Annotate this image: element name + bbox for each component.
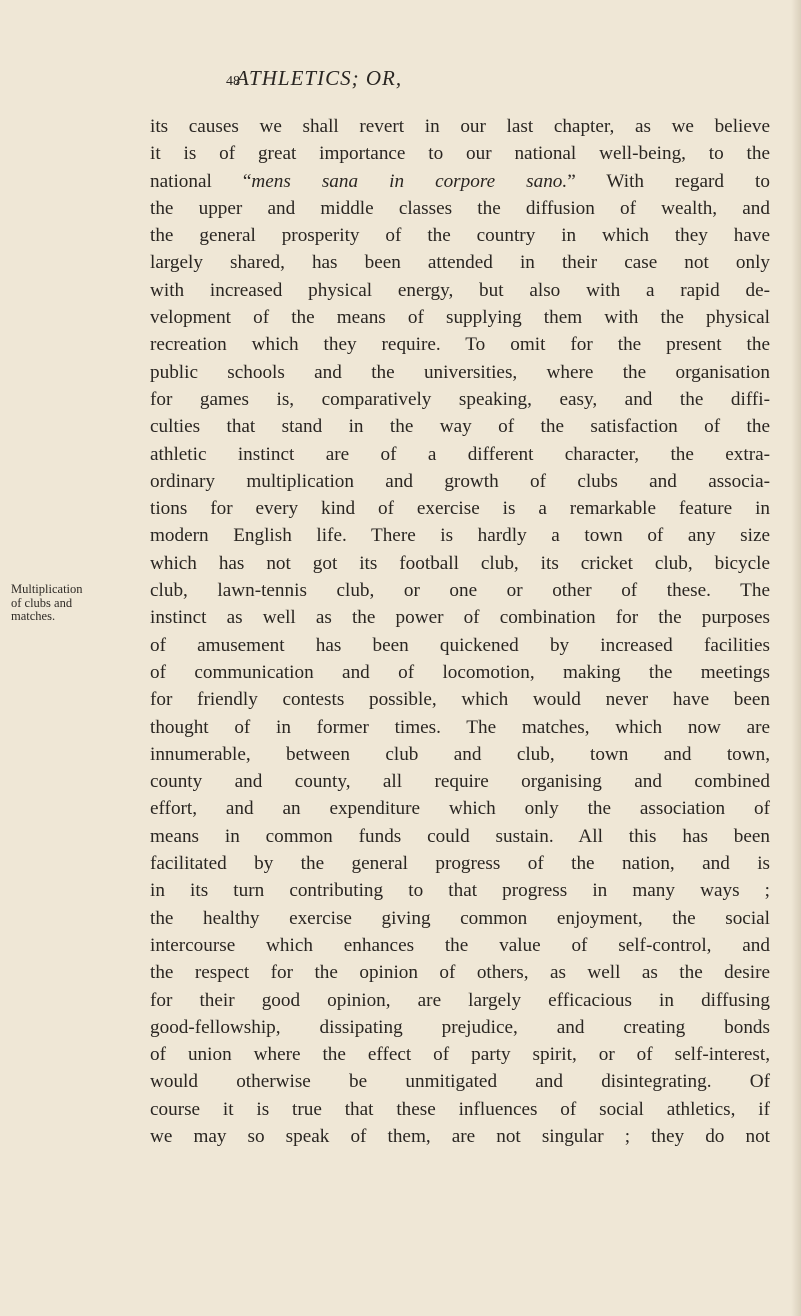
margin-note-line: of clubs and bbox=[11, 595, 73, 610]
text-line: in its turn contributing to that progress in many ways ; bbox=[150, 880, 770, 902]
text-line: for friendly contests possible, which would never have been bbox=[150, 689, 770, 711]
text-line: course it is true that these influences of social athletics, if bbox=[150, 1098, 770, 1120]
text-line: for their good opinion, are largely efficacious in diffusing bbox=[150, 989, 770, 1011]
text-line: for games is, comparatively speaking, easy, and the diffi- bbox=[150, 388, 770, 410]
text-line: the upper and middle classes the diffusion of wealth, and bbox=[150, 197, 770, 219]
text-line: velopment of the means of supplying them with the physical bbox=[150, 307, 770, 329]
page-edge-shadow bbox=[791, 0, 801, 1316]
text-line: largely shared, has been attended in their case not only bbox=[150, 252, 770, 274]
body-text bbox=[150, 113, 770, 1150]
text-line: club, lawn-tennis club, or one or other of these. The bbox=[150, 580, 770, 602]
text-segment: national “ bbox=[150, 170, 252, 192]
text-line: means in common funds could sustain. All this has been bbox=[150, 825, 770, 847]
text-line: which has not got its football club, its cricket club, bicycle bbox=[150, 552, 770, 574]
text-line: intercourse which enhances the value of self-control, and bbox=[150, 934, 770, 956]
text-line: of communication and of locomotion, making the meetings bbox=[150, 661, 770, 683]
text-line: ordinary multiplication and growth of clubs and associa- bbox=[150, 470, 770, 492]
text-line: facilitated by the general progress of the nation, and is bbox=[150, 853, 770, 875]
margin-note-line: matches. bbox=[11, 609, 56, 623]
text-line: it is of great importance to our national well-being, to the bbox=[150, 143, 770, 165]
text-line: the respect for the opinion of others, as well as the desire bbox=[150, 962, 770, 984]
text-line: of union where the effect of party spirit, or of self-interest, bbox=[150, 1044, 770, 1066]
text-line: effort, and an expenditure which only the association of bbox=[150, 798, 770, 820]
page-number: 48 bbox=[226, 74, 240, 89]
margin-note bbox=[11, 583, 151, 624]
text-segment: ” With regard to bbox=[567, 170, 770, 192]
text-line: innumerable, between club and club, town and town, bbox=[150, 743, 770, 765]
text-line: recreation which they require. To omit for the present the bbox=[150, 334, 770, 356]
text-line: of amusement has been quickened by increased facilities bbox=[150, 634, 770, 656]
page-header bbox=[226, 62, 586, 102]
text-line: the general prosperity of the country in which they have bbox=[150, 225, 770, 247]
text-line: tions for every kind of exercise is a remarkable feature in bbox=[150, 498, 770, 520]
text-line: public schools and the universities, where the organisation bbox=[150, 361, 770, 383]
text-line: we may so speak of them, are not singular ; they do not bbox=[150, 1125, 770, 1147]
text-line: instinct as well as the power of combination for the purposes bbox=[150, 607, 770, 629]
text-line: culties that stand in the way of the satisfaction of the bbox=[150, 416, 770, 438]
text-line bbox=[150, 168, 770, 195]
text-line: the healthy exercise giving common enjoyment, the social bbox=[150, 907, 770, 929]
text-line: athletic instinct are of a different character, the extra- bbox=[150, 443, 770, 465]
text-line: good-fellowship, dissipating prejudice, and creating bonds bbox=[150, 1016, 770, 1038]
text-line: county and county, all require organising and combined bbox=[150, 771, 770, 793]
text-line: would otherwise be unmitigated and disintegrating. Of bbox=[150, 1071, 770, 1093]
text-line: with increased physical energy, but also with a rapid de- bbox=[150, 279, 770, 301]
latin-phrase: mens sana in corpore sano. bbox=[251, 170, 568, 192]
running-head: ATHLETICS; OR, bbox=[236, 66, 403, 90]
text-line: modern English life. There is hardly a town of any size bbox=[150, 525, 770, 547]
text-line: its causes we shall revert in our last chapter, as we believe bbox=[150, 116, 770, 137]
margin-note-line: Multiplication bbox=[11, 582, 83, 596]
text-line: thought of in former times. The matches, which now are bbox=[150, 716, 770, 738]
